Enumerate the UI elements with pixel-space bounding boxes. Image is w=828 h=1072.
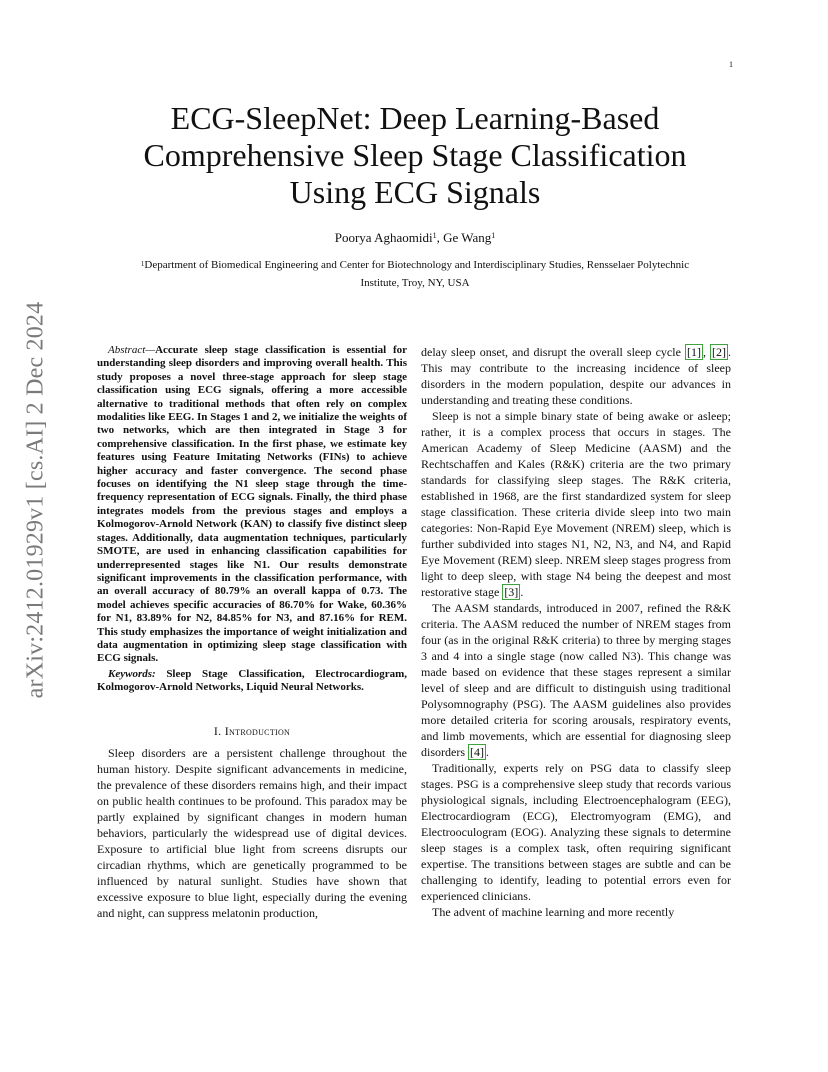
title-block [98, 100, 732, 292]
citation-link[interactable]: [4] [470, 745, 484, 759]
affiliation-line [98, 256, 732, 274]
paragraph-text: . This may contribute to the increasing incidence of sleep disorders in the modern population, despite our advances in understanding and treating these conditions. [421, 345, 732, 407]
keywords-text: Sleep Stage Classification, Electrocardiogram, Kolmogorov-Arnold Networks, Liquid Neural Networks. [97, 667, 407, 694]
author-separator: , [436, 230, 444, 245]
paragraph-text: . [520, 585, 524, 599]
body-paragraph [421, 344, 731, 408]
abstract-text: Accurate sleep stage classification is essential for understanding sleep disorders and improving overall health. This study proposes a novel three-stage approach for sleep stage classification using ECG signals, offering a more accessible alternative to traditional methods that often rely on complex modalities like EEG. In Stages 1 and 2, we initialize the weights of two networks, which are then integrated in Stage 3 for comprehensive classification. In the first phase, we estimate key features using Feature Imitating Networks (FINs) to achieve higher accuracy and faster convergence. The second phase focuses on identifying the N1 sleep stage through the time-frequency representation of ECG signals. Finally, the third phase integrates models from the previous stages and employs a Kolmogorov-Arnold Network (KAN) to classify five distinct sleep stages. Additionally, data augmentation techniques, particularly SMOTE, are used in enhancing classification capabilities for underrepresented stages like N1. Our results demonstrate significant improvements in the classification performance, with an overall accuracy of 80.79% an overall kappa of 0.73. The model achieves specific accuracies of 86.70% for Wake, 60.36% for N1, 83.89% for N2, 84.85% for N3, and 87.16% for REM. This study emphasizes the importance of weight initialization and data augmentation in optimizing sleep stage classification with ECG signals. [97, 344, 407, 665]
affiliation-text: Department of Biomedical Engineering and Center for Biotechnology and Interdisciplinary Studies, Rensselaer Polytechnic [144, 259, 690, 271]
body-paragraph [421, 408, 731, 600]
page-number: 1 [729, 60, 733, 69]
affiliation-marker: 1 [140, 260, 145, 268]
paragraph-text: The AASM standards, introduced in 2007, refined the R&K criteria. The AASM reduced the number of NREM stages from four (as in the original R&K criteria) to three by merging stages 3 and 4 into a single stage (now called N3). This change was made based on evidence that these stages represent a similar level of sleep and are difficult to distinguish using traditional Polysomnography (PSG). The AASM guidelines also provides more detailed criteria for scoring arousals, respiratory events, and limb movements, which are essential for diagnosing sleep disorders [421, 601, 731, 759]
author-name: Poorya Aghaomidi [334, 230, 433, 245]
citation-separator: , [702, 345, 711, 359]
title-line: Comprehensive Sleep Stage Classification [143, 137, 687, 173]
keywords-label: Keywords: [108, 667, 156, 680]
paragraph-text: Sleep is not a simple binary state of being awake or asleep; rather, it is a complex process that occurs in stages. The American Academy of Sleep Medicine (AASM) and the Rechtschaffen and Kales (R&K) criteria are the two primary standards for classifying sleep stages. The R&K criteria, established in 1968, are the first standardized system for sleep stage classification. These criteria divide sleep into two main categories: Non-Rapid Eye Movement (NREM) sleep, which is further subdivided into stages N1, N2, N3, and N4, and Rapid Eye Movement (REM) sleep. NREM sleep stages progress from light to deep sleep, with stage N4 being the deepest and most restorative stage [421, 409, 731, 599]
paragraph-text: . [486, 745, 489, 759]
affiliation-marker: 1 [432, 231, 437, 240]
abstract-dash: — [145, 344, 156, 356]
body-paragraph: Traditionally, experts rely on PSG data to classify sleep stages. PSG is a comprehensive sleep study that records various physiological signals, including Electroencephalogram (EEG), Electrocardiogram (ECG), Electromyogram (EMG), and Electrooculogram (EOG). Analyzing these signals to determine sleep stages is a complex task, often requiring significant expertise. The transitions between stages are subtle and can be challenging to identify, leading to potential errors even for experienced clinicians. [421, 761, 731, 903]
left-column [97, 344, 407, 921]
body-paragraph: The advent of machine learning and more recently [432, 905, 675, 919]
affiliation-line: Institute, Troy, NY, USA [360, 277, 470, 289]
affiliation [98, 256, 732, 292]
citation-link[interactable]: [3] [504, 585, 519, 599]
title-line: Using ECG Signals [289, 174, 541, 210]
section-heading: I. Introduction [213, 723, 291, 738]
intro-paragraph: Sleep disorders are a persistent challenge throughout the human history. Despite significant advancements in medicine, the prevalence of these disorders remains high, and their impact on public health continues to be profound. This paradox may be partly explained by significant changes in modern human behaviors, particularly the widespread use of digital devices. Exposure to artificial blue light from screens disrupts our circadian rhythms, which are genetically programmed to be influenced by natural sunlight. Studies have shown that excessive exposure to blue light, especially during the evening and night, can suppress melatonin production, [97, 745, 407, 920]
paper-title [98, 100, 732, 211]
affiliation-marker: 1 [491, 231, 496, 240]
author-list [98, 230, 732, 246]
abstract-label: Abstract [108, 344, 146, 356]
citation-link[interactable]: [2] [712, 345, 727, 359]
paragraph-text: delay sleep onset, and disrupt the overall sleep cycle [421, 345, 685, 359]
arxiv-identifier-stamp: arXiv:2412.01929v1 [cs.AI] 2 Dec 2024 [22, 301, 49, 699]
author-name: Ge Wang [443, 230, 492, 245]
abstract [97, 344, 407, 666]
right-column [421, 344, 731, 920]
body-paragraph [421, 600, 731, 760]
title-line: ECG-SleepNet: Deep Learning-Based [170, 100, 660, 136]
keywords [97, 668, 407, 695]
citation-link[interactable]: [1] [686, 345, 701, 359]
